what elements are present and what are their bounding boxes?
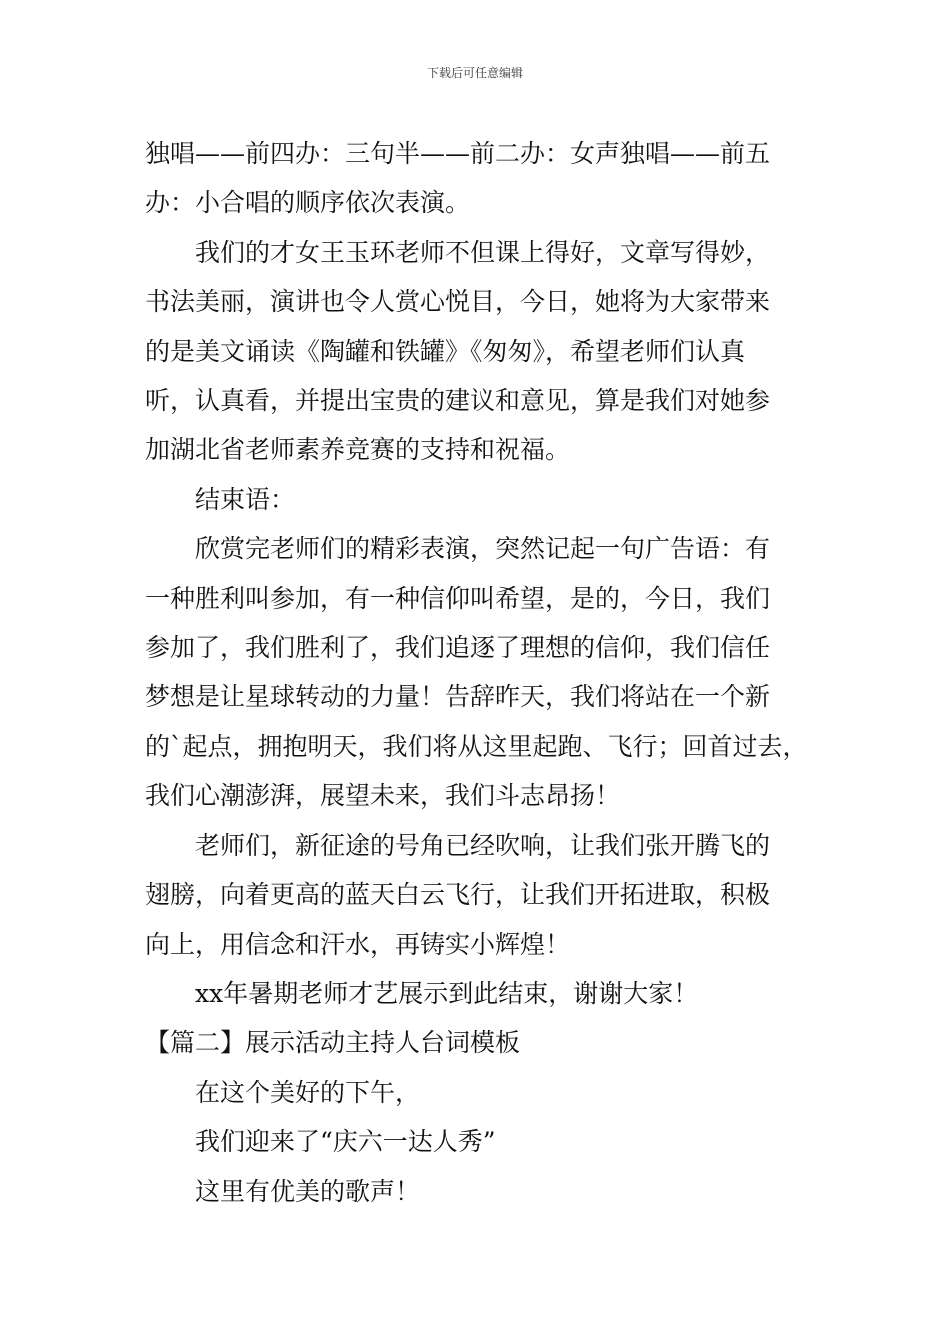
text-line: 办：小合唱的顺序依次表演。 bbox=[145, 188, 471, 218]
page-header: 下载后可任意编辑 bbox=[426, 66, 523, 80]
text-line: xx年暑期老师才艺展示到此结束，谢谢大家！ bbox=[195, 978, 699, 1008]
text-line: 我们迎来了“庆六一达人秀” bbox=[195, 1127, 496, 1157]
section-title: 【篇二】展示活动主持人台词模板 bbox=[145, 1028, 521, 1058]
text-line: 一种胜利叫参加，有一种信仰叫希望，是的，今日，我们 bbox=[145, 583, 771, 613]
document-body bbox=[145, 129, 835, 1216]
text-line: 翅膀，向着更高的蓝天白云飞行，让我们开拓进取，积极 bbox=[145, 880, 771, 910]
section-heading: 结束语： bbox=[195, 484, 296, 514]
text-line: 的`起点，拥抱明天，我们将从这里起跑、飞行；回首过去， bbox=[145, 731, 808, 761]
text-line: 参加了，我们胜利了，我们追逐了理想的信仰，我们信任 bbox=[145, 633, 771, 663]
text-line: 梦想是让星球转动的力量！告辞昨天，我们将站在一个新 bbox=[145, 682, 771, 712]
text-line: 向上，用信念和汗水，再铸实小辉煌！ bbox=[145, 929, 571, 959]
text-line: 的是美文诵读《陶罐和铁罐》《匆匆》，希望老师们认真 bbox=[145, 336, 746, 366]
text-line: 这里有优美的歌声！ bbox=[195, 1176, 421, 1206]
text-line: 书法美丽，演讲也令人赏心悦目，今日，她将为大家带来 bbox=[145, 287, 771, 317]
text-line: 欣赏完老师们的精彩表演，突然记起一句广告语：有 bbox=[195, 534, 771, 564]
text-line: 我们心潮澎湃，展望未来，我们斗志昂扬！ bbox=[145, 781, 621, 811]
text-line: 在这个美好的下午， bbox=[195, 1077, 421, 1107]
text-line: 我们的才女王玉环老师不但课上得好，文章写得妙， bbox=[195, 237, 771, 267]
text-line: 老师们，新征途的号角已经吹响，让我们张开腾飞的 bbox=[195, 830, 771, 860]
text-line: 听，认真看，并提出宝贵的建议和意见，算是我们对她参 bbox=[145, 386, 771, 416]
text-line: 加湖北省老师素养竞赛的支持和祝福。 bbox=[145, 435, 571, 465]
text-line: 独唱——前四办：三句半——前二办：女声独唱——前五 bbox=[145, 139, 771, 168]
